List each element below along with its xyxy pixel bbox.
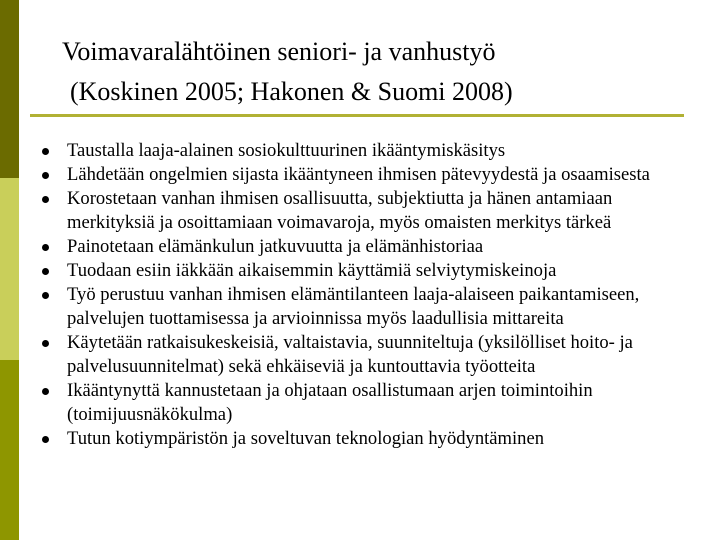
bullet-dot-icon xyxy=(42,148,49,155)
bullet-item xyxy=(38,379,698,427)
bullet-item xyxy=(38,259,698,283)
bullet-text: Käytetään ratkaisukeskeisiä, valtaistavia, suunniteltuja (yksilölliset hoito- ja palvelusuunnitelmat) sekä ehkäiseviä ja kuntouttavia työotteita xyxy=(67,332,633,377)
bullet-item xyxy=(38,331,698,379)
bullet-text: Korostetaan vanhan ihmisen osallisuutta, subjektiutta ja hänen antamiaan merkityksiä ja osoittamiaan voimavaroja, myös omaisten merkitys tärkeä xyxy=(67,188,613,233)
bar-segment-middle xyxy=(0,178,19,360)
bullet-text: Työ perustuu vanhan ihmisen elämäntilanteen laaja-alaiseen paikantamiseen, palvelujen tuottamisessa ja arvioinnissa myös laadullisia mittareita xyxy=(67,284,640,329)
slide-title-line-2: (Koskinen 2005; Hakonen & Suomi 2008) xyxy=(70,77,513,106)
bullet-item xyxy=(38,427,698,451)
bullet-dot-icon xyxy=(42,388,49,395)
bullet-text: Taustalla laaja-alainen sosiokulttuurinen ikääntymiskäsitys xyxy=(67,140,506,161)
bullet-dot-icon xyxy=(42,196,49,203)
left-decorative-bar xyxy=(0,0,19,540)
bullet-item xyxy=(38,187,698,235)
bullet-item xyxy=(38,235,698,259)
bullet-text: Lähdetään ongelmien sijasta ikääntyneen ihmisen pätevyydestä ja osaamisesta xyxy=(67,164,650,185)
bullet-dot-icon xyxy=(42,244,49,251)
bullet-text: Painotetaan elämänkulun jatkuvuutta ja elämänhistoriaa xyxy=(67,236,484,257)
bullet-dot-icon xyxy=(42,340,49,347)
bullet-list xyxy=(38,139,698,451)
bullet-text: Tuodaan esiin iäkkään aikaisemmin käyttämiä selviytymiskeinoja xyxy=(67,260,557,281)
bullet-dot-icon xyxy=(42,292,49,299)
slide-title xyxy=(62,32,682,112)
bullet-dot-icon xyxy=(42,268,49,275)
bullet-item xyxy=(38,283,698,331)
slide-title-line-1: Voimavaralähtöinen seniori- ja vanhustyö xyxy=(62,37,496,66)
bullet-text: Tutun kotiympäristön ja soveltuvan teknologian hyödyntäminen xyxy=(67,428,545,449)
bar-segment-bottom xyxy=(0,360,19,540)
bullet-text: Ikääntynyttä kannustetaan ja ohjataan osallistumaan arjen toimintoihin (toimijuusnäkökulma) xyxy=(67,380,593,425)
bullet-dot-icon xyxy=(42,436,49,443)
bullet-item xyxy=(38,163,698,187)
bar-segment-top xyxy=(0,0,19,178)
bullet-item xyxy=(38,139,698,163)
bullet-dot-icon xyxy=(42,172,49,179)
title-divider xyxy=(30,114,684,117)
